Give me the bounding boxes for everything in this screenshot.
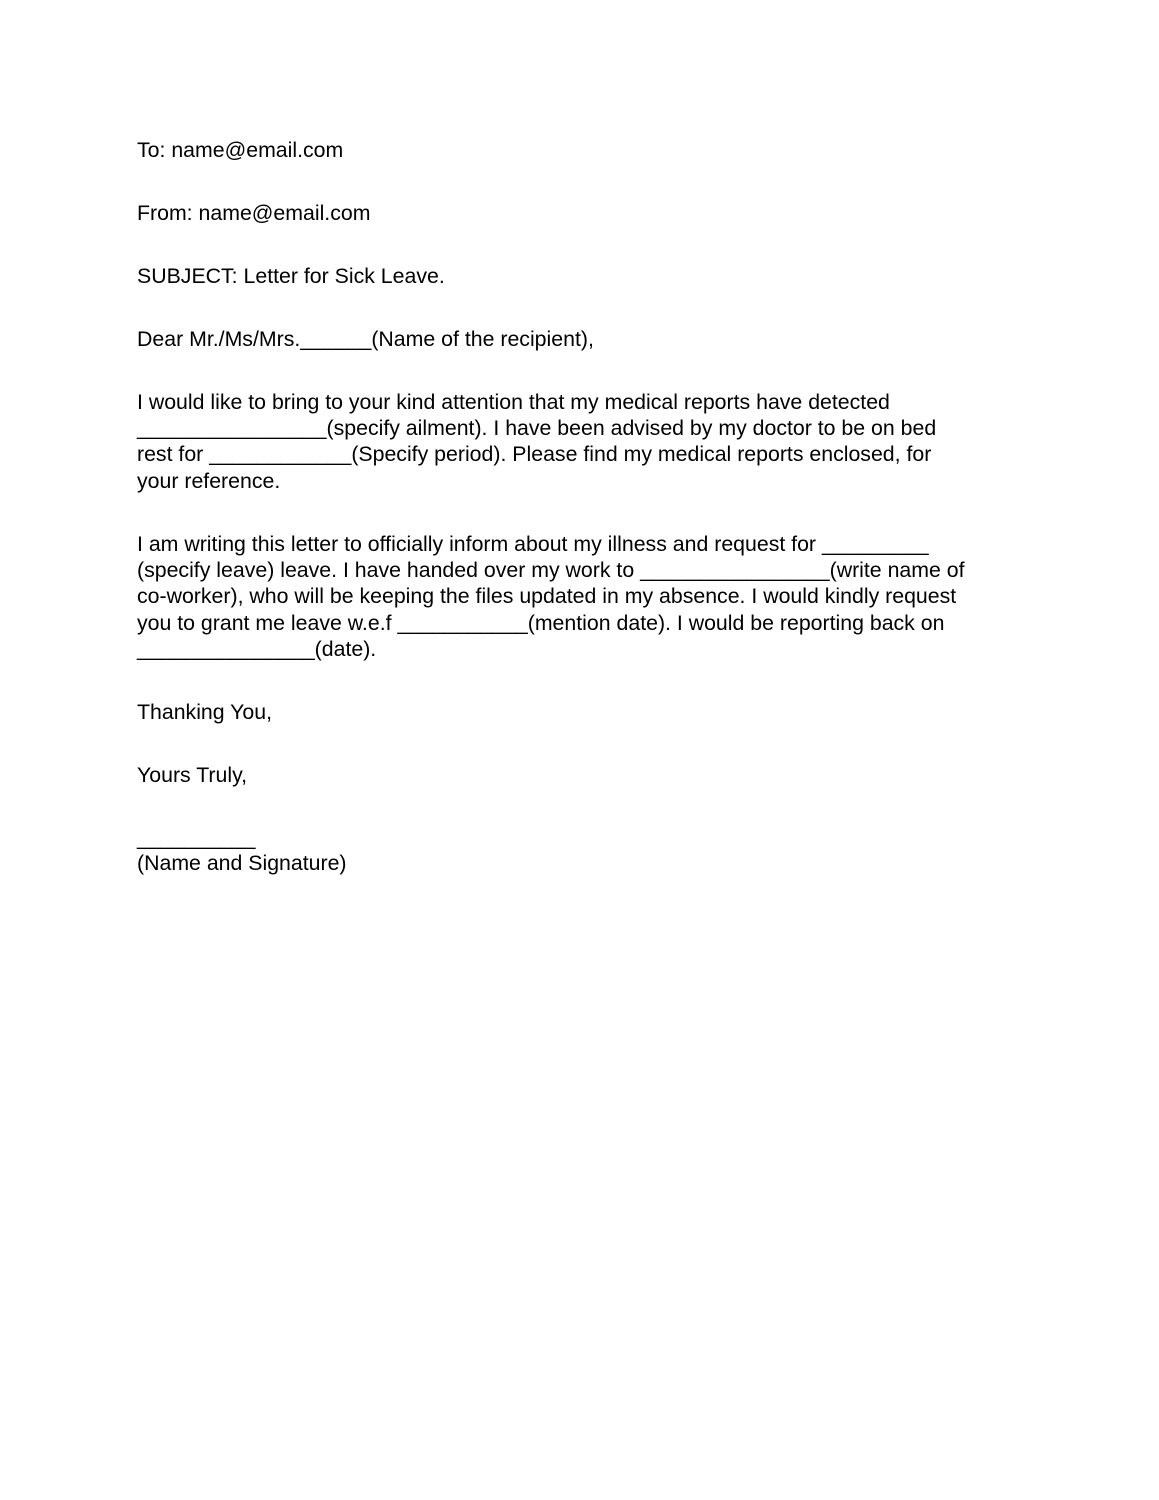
paragraph-line: I am writing this letter to officially inform about my illness and request for _________	[137, 532, 929, 556]
closing-thanking: Thanking You,	[137, 700, 272, 724]
paragraph-line: your reference.	[137, 468, 281, 493]
signature-label: (Name and Signature)	[137, 851, 347, 875]
paragraph-line: _______________(date).	[137, 636, 377, 661]
to-line: To: name@email.com	[137, 138, 344, 162]
paragraph-leave-request	[137, 531, 1037, 662]
salutation: Dear Mr./Ms/Mrs.______(Name of the recipient),	[137, 327, 594, 351]
paragraph-line: I would like to bring to your kind attention that my medical reports have detected	[137, 390, 890, 414]
paragraph-line: (specify leave) leave. I have handed over my work to ________________(write name of	[137, 558, 965, 583]
paragraph-medical-report	[137, 389, 1037, 494]
closing-yours-truly: Yours Truly,	[137, 763, 248, 787]
subject-line: SUBJECT: Letter for Sick Leave.	[137, 264, 445, 288]
from-line: From: name@email.com	[137, 201, 371, 225]
paragraph-line: co-worker), who will be keeping the files updated in my absence. I would kindly request	[137, 584, 957, 609]
signature-line: __________	[137, 826, 256, 850]
paragraph-line: rest for ____________(Specify period). Please find my medical reports enclosed, for	[137, 442, 932, 467]
paragraph-line: you to grant me leave w.e.f ___________(mention date). I would be reporting back on	[137, 610, 945, 635]
paragraph-line: ________________(specify ailment). I have been advised by my doctor to be on bed	[137, 416, 937, 441]
